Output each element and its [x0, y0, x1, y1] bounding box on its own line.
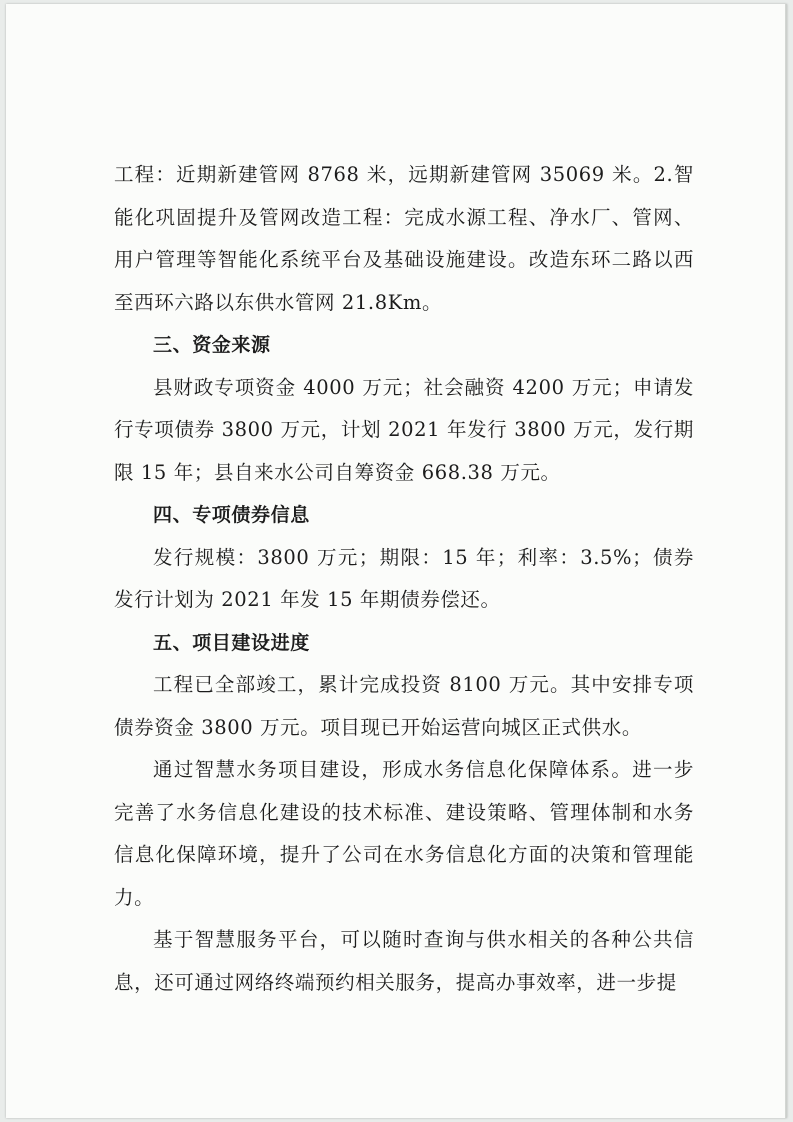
document-page	[6, 4, 787, 1118]
paragraph-smart-service-platform: 基于智慧服务平台，可以随时查询与供水相关的各种公共信息，还可通过网络终端预约相关服务，提高办事效率，进一步提	[114, 928, 694, 994]
paragraph-bond-info: 发行规模：3800 万元；期限：15 年；利率：3.5%；债券发行计划为 2021 年发 15 年期债券偿还。	[114, 545, 694, 611]
paragraph-construction-progress: 工程已全部竣工，累计完成投资 8100 万元。其中安排专项债券资金 3800 万元。项目现已开始运营向城区正式供水。	[114, 673, 694, 739]
paragraph-funding-sources: 县财政专项资金 4000 万元；社会融资 4200 万元；申请发行专项债券 3800 万元，计划 2021 年发行 3800 万元，发行期限 15 年；县自来水公司自筹资金 668.38 万元。	[114, 375, 694, 484]
heading-funding-sources: 三、资金来源	[153, 334, 271, 356]
paragraph-project-works: 工程：近期新建管网 8768 米，远期新建管网 35069 米。2.智能化巩固提升及管网改造工程：完成水源工程、净水厂、管网、用户管理等智能化系统平台及基础设施建设。改造东环二路以西至西环六路以东供水管网 21.8Km。	[114, 163, 694, 314]
paragraph-smart-water-system: 通过智慧水务项目建设，形成水务信息化保障体系。进一步完善了水务信息化建设的技术标准、建设策略、管理体制和水务信息化保障环境，提升了公司在水务信息化方面的决策和管理能力。	[114, 758, 694, 909]
document-body	[114, 154, 694, 1004]
heading-bond-info: 四、专项债券信息	[153, 504, 310, 526]
page-edge-shadow	[785, 4, 787, 1118]
heading-construction-progress: 五、项目建设进度	[153, 631, 310, 654]
